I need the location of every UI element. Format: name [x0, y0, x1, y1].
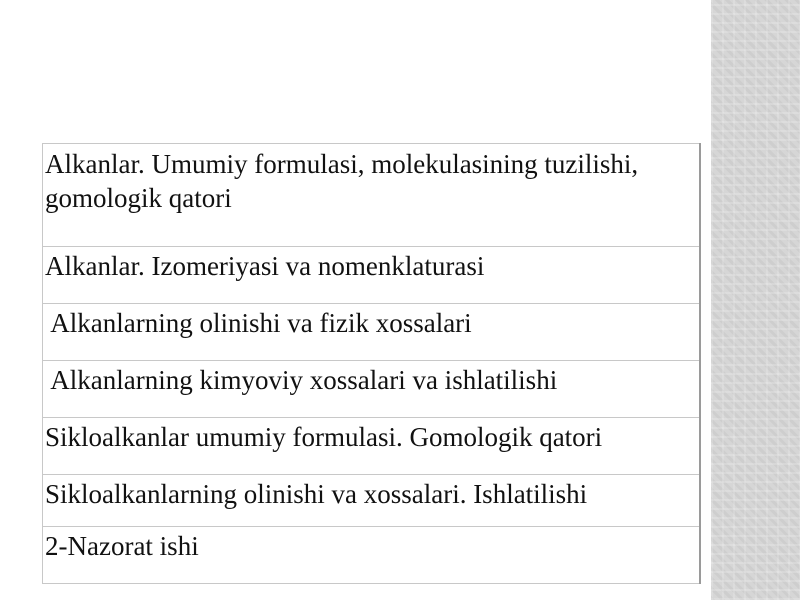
topic-cell: Alkanlar. Umumiy formulasi, molekulasining tuzilishi, gomologik qatori: [43, 144, 701, 247]
table-row: [43, 527, 701, 584]
table-row: [43, 418, 701, 475]
table-row: [43, 475, 701, 527]
topics-table: [42, 143, 701, 584]
table-row: [43, 247, 701, 304]
table-row: [43, 304, 701, 361]
topic-cell: Sikloalkanlar umumiy formulasi. Gomologik qatori: [43, 418, 701, 475]
table-row: [43, 361, 701, 418]
table-row: [43, 144, 701, 247]
topic-cell: Alkanlarning olinishi va fizik xossalari: [43, 304, 701, 361]
topic-cell: Alkanlar. Izomeriyasi va nomenklaturasi: [43, 247, 701, 304]
topic-cell: Alkanlarning kimyoviy xossalari va ishlatilishi: [43, 361, 701, 418]
topic-cell: Sikloalkanlarning olinishi va xossalari. Ishlatilishi: [43, 475, 701, 527]
side-decorative-panel: [711, 0, 800, 600]
topic-cell: 2-Nazorat ishi: [43, 527, 701, 584]
